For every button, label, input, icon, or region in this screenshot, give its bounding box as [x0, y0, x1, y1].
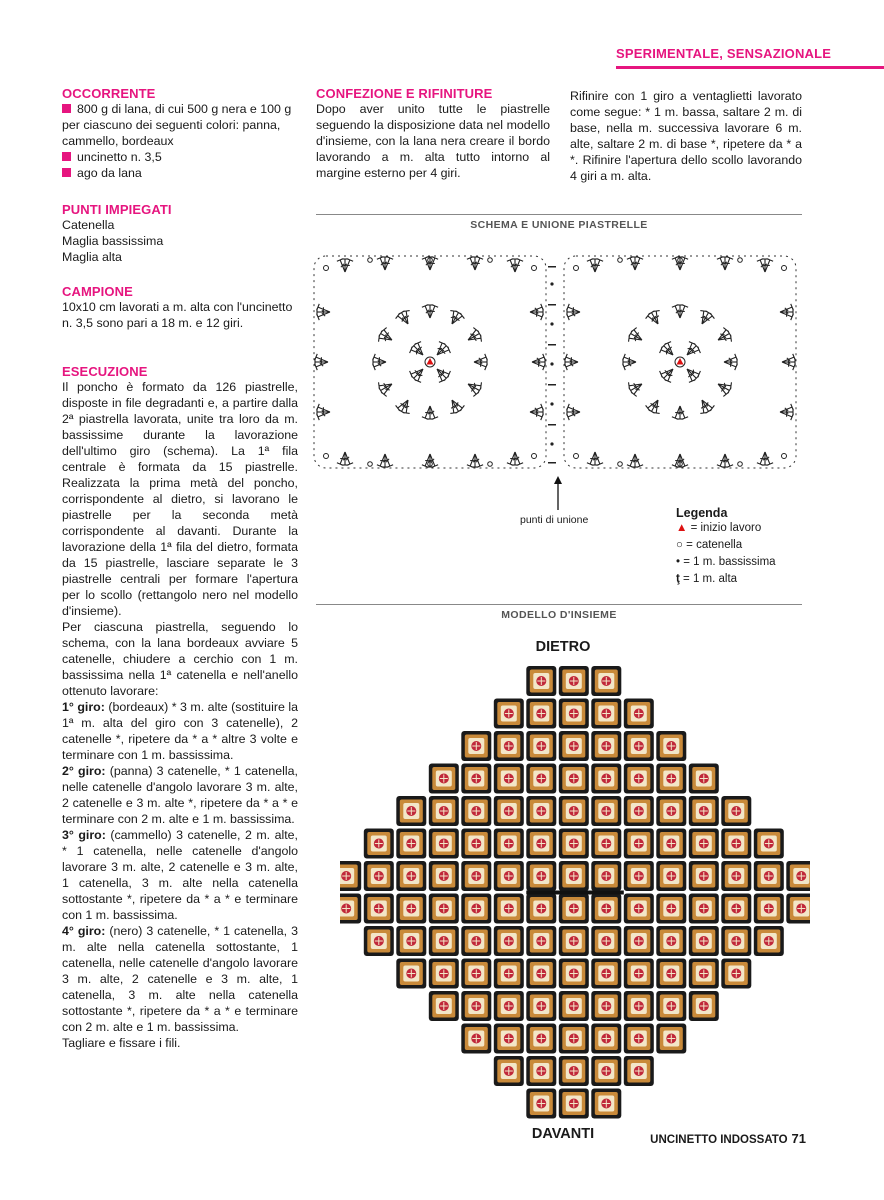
tile	[526, 1024, 556, 1054]
tile	[591, 861, 621, 891]
tile	[624, 991, 654, 1021]
legend-item: ţ = 1 m. alta	[676, 573, 738, 585]
round-1: 1° giro: (bordeaux) * 3 m. alte (sostituire la 1ª m. alta del giro con 3 catenelle), 2 catenelle *, ripetere da * a * altre 3 volte e terminare con 1 m. bassissima.	[62, 700, 298, 762]
chain-icon: ○	[676, 539, 683, 551]
tile	[624, 959, 654, 989]
tile	[624, 926, 654, 956]
tile	[786, 894, 810, 924]
tile	[721, 829, 751, 859]
tile	[591, 1089, 621, 1119]
tile	[689, 926, 719, 956]
tile	[591, 959, 621, 989]
tile	[624, 731, 654, 761]
confezione-text: Dopo aver unito tutte le piastrelle seguendo la disposizione data nel modello d'insieme, con la lana nera creare il bordo lavorando a m. alta tutto intorno al margine esterno per 4 giri.	[316, 102, 550, 180]
tile	[494, 731, 524, 761]
tile	[526, 699, 556, 729]
tile	[494, 764, 524, 794]
punti-item: Catenella	[62, 218, 115, 232]
tile	[624, 699, 654, 729]
tile	[656, 731, 686, 761]
round-2: 2° giro: (panna) 3 catenelle, * 1 catenella, nelle catenelle d'angolo lavorare 3 m. alte, 2 catenelle e 3 m. alte *, ripetere da * a * e terminare con 2 m. alte e 1 m. bassissima.	[62, 764, 298, 826]
join-stitches	[548, 266, 556, 464]
tile	[624, 829, 654, 859]
campione-title: CAMPIONE	[62, 284, 133, 299]
punti-block	[62, 202, 298, 265]
tile	[689, 796, 719, 826]
tile	[461, 764, 491, 794]
tile	[591, 991, 621, 1021]
tile	[526, 1056, 556, 1086]
tile	[494, 796, 524, 826]
round-4: 4° giro: (nero) 3 catenelle, * 1 catenella, 3 m. alte nella catenella sottostante, 1 catenella, nelle catenelle d'angolo lavorare 3 m. alte, 2 catenelle e 3 m. alte, 1 catenella, 3 m. alte nella catenella sottostante *, ripetere da * a * e terminare con 2 m. alte e 1 m. bassissima.	[62, 924, 298, 1034]
tile	[461, 731, 491, 761]
tile	[396, 796, 426, 826]
tile	[591, 894, 621, 924]
tile	[461, 829, 491, 859]
tile	[689, 861, 719, 891]
tile	[526, 861, 556, 891]
tile	[559, 861, 589, 891]
tile	[559, 1056, 589, 1086]
tile	[689, 829, 719, 859]
tile	[624, 1024, 654, 1054]
tile	[689, 894, 719, 924]
punti-item: Maglia alta	[62, 250, 122, 264]
campione-text: 10x10 cm lavorati a m. alta con l'uncinetto n. 3,5 sono pari a 18 m. e 12 giri.	[62, 300, 293, 330]
tile	[624, 894, 654, 924]
tile	[591, 666, 621, 696]
slip-stitch-icon: •	[676, 556, 681, 568]
legend-item: ▲ = inizio lavoro	[676, 522, 762, 534]
confezione-title: CONFEZIONE E RIFINITURE	[316, 86, 493, 101]
esecuzione-per: Per ciascuna piastrella, seguendo lo schema, con la lana bordeaux avviare 5 catenelle, chiudere a cerchio con 1 m. bassissima nella 1ª catenella e nell'anello ottenuto lavorare:	[62, 620, 298, 698]
tile	[429, 796, 459, 826]
occorrente-item: ago da lana	[62, 165, 298, 181]
tile	[591, 731, 621, 761]
magazine-name: UNCINETTO INDOSSATO	[650, 1134, 788, 1146]
esecuzione-intro: Il poncho è formato da 126 piastrelle, disposte in file degradanti e, a partire dalla 2ª piastrella lavorata, unite tra loro da m. bassissime durante la lavorazione dell'ultimo giro (schema). La 1ª fila centrale è formata da 15 piastrelle. Realizzata la prima metà del poncho, corrispondente al dietro, si lavorano le piastrelle per la seconda metà corrispondente al davanti. Durante la lavorazione della 1ª fila del dietro, formata da 15 piastrelle, lasciare separate le 3 piastrelle centrali per formare l'apertura per lo scollo (rettangolo nero nel modello d'insieme).	[62, 380, 298, 618]
tile	[559, 1024, 589, 1054]
modello-rule	[316, 604, 802, 605]
tile	[559, 894, 589, 924]
tile	[429, 764, 459, 794]
esecuzione-block	[62, 364, 298, 1051]
tile	[624, 1056, 654, 1086]
schema-rule	[316, 214, 802, 215]
tile	[494, 926, 524, 956]
tile	[786, 861, 810, 891]
tile	[494, 1056, 524, 1086]
tile	[494, 1024, 524, 1054]
tile	[591, 699, 621, 729]
tile	[494, 894, 524, 924]
tile	[656, 926, 686, 956]
tile	[656, 1024, 686, 1054]
tile	[559, 959, 589, 989]
section-header	[616, 46, 884, 69]
tile	[656, 894, 686, 924]
start-icon: ▲	[676, 522, 688, 534]
tile	[754, 861, 784, 891]
tile	[559, 764, 589, 794]
double-crochet-icon: ţ	[676, 573, 680, 585]
tile	[396, 926, 426, 956]
tile	[526, 926, 556, 956]
tile	[429, 829, 459, 859]
tile	[721, 861, 751, 891]
tile	[526, 1089, 556, 1119]
round-3: 3° giro: (cammello) 3 catenelle, 2 m. alte, * 1 catenella, nelle catenelle d'angolo lavorare 3 m. alte, 2 catenelle e 3 m. alte, 1 catenella, 3 m. alte nella catenella sottostante *, ripetere da * a * e terminare con 1 m. bassissima.	[62, 828, 298, 922]
tile	[559, 829, 589, 859]
tile	[656, 829, 686, 859]
tile	[591, 796, 621, 826]
tile	[461, 796, 491, 826]
campione-block	[62, 284, 298, 331]
tile	[429, 959, 459, 989]
page-footer	[650, 1131, 806, 1146]
tile	[526, 894, 556, 924]
tile	[624, 861, 654, 891]
tile	[429, 861, 459, 891]
tile	[754, 926, 784, 956]
label-dietro: DIETRO	[535, 639, 591, 655]
tile	[461, 991, 491, 1021]
tile	[461, 926, 491, 956]
tile	[624, 764, 654, 794]
tile	[340, 861, 361, 891]
tile	[689, 959, 719, 989]
tile	[656, 764, 686, 794]
tile	[591, 1024, 621, 1054]
legend	[676, 506, 836, 588]
esecuzione-outro: Tagliare e fissare i fili.	[62, 1036, 181, 1050]
occorrente-title: OCCORRENTE	[62, 86, 156, 101]
tile	[340, 894, 361, 924]
join-arrow	[548, 476, 568, 512]
tile	[494, 829, 524, 859]
tile	[624, 796, 654, 826]
tile	[591, 926, 621, 956]
schema-header	[316, 214, 802, 231]
confezione-block	[316, 86, 550, 181]
punti-title: PUNTI IMPIEGATI	[62, 202, 172, 217]
rifinire-text: Rifinire con 1 giro a ventaglietti lavorato come segue: * 1 m. bassa, saltare 2 m. di base, nella m. successiva lavorare 6 m. alte, saltare 2 m. di base *, ripetere da * a *. Rifinire l'apertura dello scollo lavorando 4 giri a m. alta.	[570, 89, 802, 183]
tile	[656, 991, 686, 1021]
tile	[591, 764, 621, 794]
tile	[364, 861, 394, 891]
tile	[494, 959, 524, 989]
tile	[721, 926, 751, 956]
tile	[656, 959, 686, 989]
tile	[689, 764, 719, 794]
modello-header	[316, 604, 802, 621]
tile	[721, 959, 751, 989]
legend-title: Legenda	[676, 506, 728, 520]
section-title: SPERIMENTALE, SENSAZIONALE	[616, 46, 832, 61]
tile	[364, 894, 394, 924]
tile	[689, 991, 719, 1021]
tile	[526, 991, 556, 1021]
tile	[396, 829, 426, 859]
tile	[429, 926, 459, 956]
tile	[396, 959, 426, 989]
tile	[396, 894, 426, 924]
rifinire-block	[570, 88, 802, 184]
tile	[429, 991, 459, 1021]
esecuzione-title: ESECUZIONE	[62, 364, 148, 379]
tile	[364, 829, 394, 859]
tile	[461, 894, 491, 924]
tile	[461, 861, 491, 891]
tile	[559, 699, 589, 729]
tile	[559, 1089, 589, 1119]
tile	[494, 991, 524, 1021]
tile	[754, 829, 784, 859]
legend-item: ○ = catenella	[676, 539, 743, 551]
tile	[559, 991, 589, 1021]
tile	[526, 959, 556, 989]
neck-opening	[526, 891, 624, 895]
occorrente-item: 800 g di lana, di cui 500 g nera e 100 g per ciascuno dei seguenti colori: panna, cammello, bordeaux	[62, 102, 292, 148]
tile	[526, 666, 556, 696]
tile	[656, 861, 686, 891]
tile	[364, 926, 394, 956]
tile	[591, 1056, 621, 1086]
tile	[494, 699, 524, 729]
tile	[494, 861, 524, 891]
join-label: punti di unione	[520, 514, 589, 526]
tile	[396, 861, 426, 891]
page-number: 71	[791, 1131, 806, 1146]
tile	[559, 666, 589, 696]
tile	[721, 894, 751, 924]
modello-title: MODELLO D'INSIEME	[501, 609, 617, 621]
tile	[559, 731, 589, 761]
tile	[526, 731, 556, 761]
tile	[526, 829, 556, 859]
schema-title: SCHEMA E UNIONE PIASTRELLE	[470, 219, 648, 231]
tile	[429, 894, 459, 924]
tile	[461, 959, 491, 989]
crochet-chart	[310, 244, 810, 484]
tile	[656, 796, 686, 826]
tile	[559, 926, 589, 956]
tile	[461, 1024, 491, 1054]
header-rule	[616, 66, 884, 69]
tile	[559, 796, 589, 826]
tile	[721, 796, 751, 826]
tile	[526, 764, 556, 794]
occorrente-block	[62, 86, 298, 181]
tile	[591, 829, 621, 859]
poncho-layout	[340, 662, 810, 1124]
legend-item: • = 1 m. bassissima	[676, 556, 776, 568]
punti-item: Maglia bassissima	[62, 234, 164, 248]
tile	[754, 894, 784, 924]
label-davanti: DAVANTI	[531, 1126, 595, 1142]
occorrente-item: uncinetto n. 3,5	[62, 149, 298, 165]
tile	[526, 796, 556, 826]
